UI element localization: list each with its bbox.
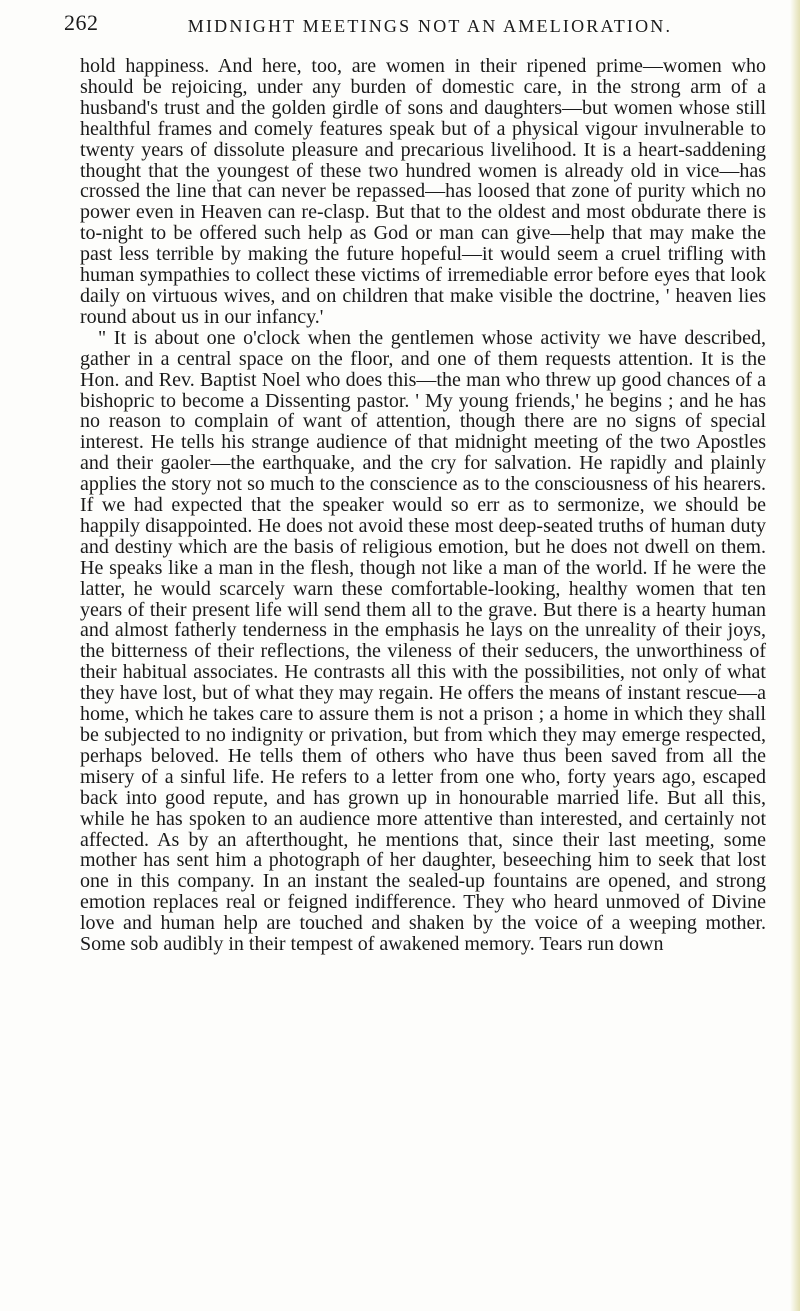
paragraph-continuation: hold happiness. And here, too, are women in their ripened prime—women who should be rejoicing, under any burden of domestic care, in the strong arm of a husband's trust and the golden girdle of sons and daughters—but women whose still healthful frames and comely features speak but of a physical vigour invulnerable to twenty years of dissolute pleasure and precarious livelihood. It is a heart-saddening thought that the youngest of these two hundred women is already old in vice—has crossed the line that can never be repassed—has loosed that zone of purity which no power even in Heaven can re-clasp. But that to the oldest and most obdurate there is to-night to be offered such help as God or man can give—help that may make the past less terrible by making the future hopeful—it would seem a cruel trifling with human sympathies to collect these victims of irremediable error before eyes that look daily on virtuous wives, and on children that make visible the doctrine, ' heaven lies round about us in our infancy.' (80, 55, 766, 328)
running-head: MIDNIGHT MEETINGS NOT AN AMELIORATION. (187, 16, 673, 36)
body-text (80, 56, 766, 955)
page-edge-shadow (790, 0, 800, 1311)
page-number: 262 (64, 10, 99, 35)
paragraph-baptist-noel: " It is about one o'clock when the gentlemen whose activity we have described, gather in a central space on the floor, and one of them requests attention. It is the Hon. and Rev. Baptist Noel who does this—the man who threw up good chances of a bishopric to become a Dissenting pastor. ' My young friends,' he begins ; and he has no reason to complain of want of attention, though there are no signs of special interest. He tells his strange audience of that midnight meeting of the two Apostles and their gaoler—the earthquake, and the cry for salvation. He rapidly and plainly applies the story not so much to the conscience as to the consciousness of his hearers. If we had expected that the speaker would so err as to sermonize, we should be happily disappointed. He does not avoid these most deep-seated truths of human duty and destiny which are the basis of religious emotion, but he does not dwell on them. He speaks like a man in the flesh, though not like a man of the world. If he were the latter, he would scarcely warn these comfortable-looking, healthy women that ten years of their present life will send them all to the grave. But there is a hearty human and almost fatherly tenderness in the emphasis he lays on the unreality of their joys, the bitterness of their reflections, the vileness of their seducers, the unworthiness of their habitual associates. He contrasts all this with the possibilities, not only of what they have lost, but of what they may regain. He offers the means of instant rescue—a home, which he takes care to assure them is not a prison ; a home in which they shall be subjected to no indignity or privation, but from which they may emerge respected, perhaps beloved. He tells them of others who have thus been saved from all the misery of a sinful life. He refers to a letter from one who, forty years ago, escaped back into good repute, and has grown up in honourable married life. But all this, while he has spoken to an audience more attentive than interested, and certainly not affected. As by an afterthought, he mentions that, since their last meeting, some mother has sent him a photograph of her daughter, beseeching him to seek that lost one in this company. In an instant the sealed-up fountains are opened, and strong emotion replaces real or feigned indifference. They who heard unmoved of Divine love and human help are touched and shaken by the voice of a weeping mother. Some sob audibly in their tempest of awakened memory. Tears run down (80, 326, 766, 956)
